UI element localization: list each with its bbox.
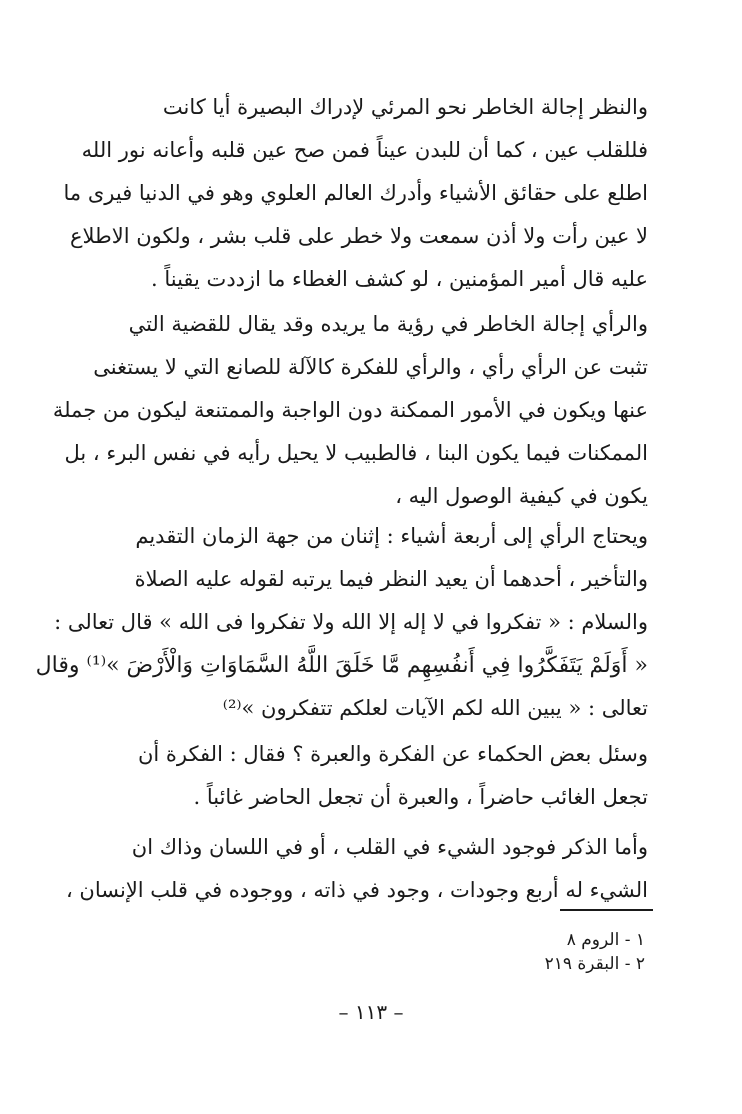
text-line: يكون في كيفية الوصول اليه ، [395,484,648,508]
text-line: تثبت عن الرأي رأي ، والرأي للفكرة كالآلة للصانع التي لا يستغنى [93,355,648,379]
text-line: والرأي إجالة الخاطر في رؤية ما يريده وقد يقال للقضية التي [128,312,648,336]
text-line: الشيء له أربع وجودات ، وجود في ذاته ، ووجوده في قلب الإنسان ، [65,878,648,902]
footnotes [545,928,645,976]
text-line: عنها ويكون في الأمور الممكنة دون الواجبة والممتنعة ليكون من جملة [52,398,648,422]
footnote-1: ١ - الروم ٨ [566,930,645,950]
text-line: والنظر إجالة الخاطر نحو المرئي لإدراك البصيرة أيا كانت [162,95,648,119]
text-line: تعالى : « يبين الله لكم الآيات لعلكم تتفكرون »⁽²⁾ [222,696,648,720]
text-line: عليه قال أمير المؤمنين ، لو كشف الغطاء ما ازددت يقيناً . [150,267,648,291]
text-line: اطلع على حقائق الأشياء وأدرك العالم العلوي وهو في الدنيا فيرى ما [63,181,648,205]
paragraph-1 [63,86,648,301]
page-number: – ١١٣ – [338,1000,404,1024]
text-line: ويحتاج الرأي إلى أربعة أشياء : إثنان من جهة الزمان التقديم [135,524,648,548]
text-line: تجعل الغائب حاضراً ، والعبرة أن تجعل الحاضر غائباً . [193,785,648,809]
text-line: والتأخير ، أحدهما أن يعيد النظر فيما يرتبه لقوله عليه الصلاة [134,567,648,591]
text-line: الممكنات فيما يكون البنا ، فالطبيب لا يحيل رأيه في نفس البرء ، بل [64,441,648,465]
text-line: فللقلب عين ، كما أن للبدن عيناً فمن صح عين قلبه وأعانه نور الله [81,138,648,162]
text-line: لا عين رأت ولا أذن سمعت ولا خطر على قلب بشر ، ولكون الاطلاع [69,224,648,248]
paragraph-2 [52,303,648,518]
paragraph-3 [35,515,648,730]
paragraph-4 [108,733,648,819]
footnote-2: ٢ - البقرة ٢١٩ [544,954,645,974]
text-line: وسئل بعض الحكماء عن الفكرة والعبرة ؟ فقال : الفكرة أن [137,742,648,766]
quran-verse-line: « أَوَلَمْ يَتَفَكَّرُوا فِي أَنفُسِهِم مَّا خَلَقَ اللَّهُ السَّمَاوَاتِ وَالْأَرْضَ »⁽¹⁾ وقال [35,653,648,678]
paragraph-5 [65,826,648,912]
text-line: وأما الذكر فوجود الشيء في القلب ، أو في اللسان وذاك ان [131,835,648,859]
footnote-divider [560,909,653,911]
text-line: والسلام : « تفكروا في لا إله إلا الله ولا تفكروا فى الله » قال تعالى : [54,610,648,634]
